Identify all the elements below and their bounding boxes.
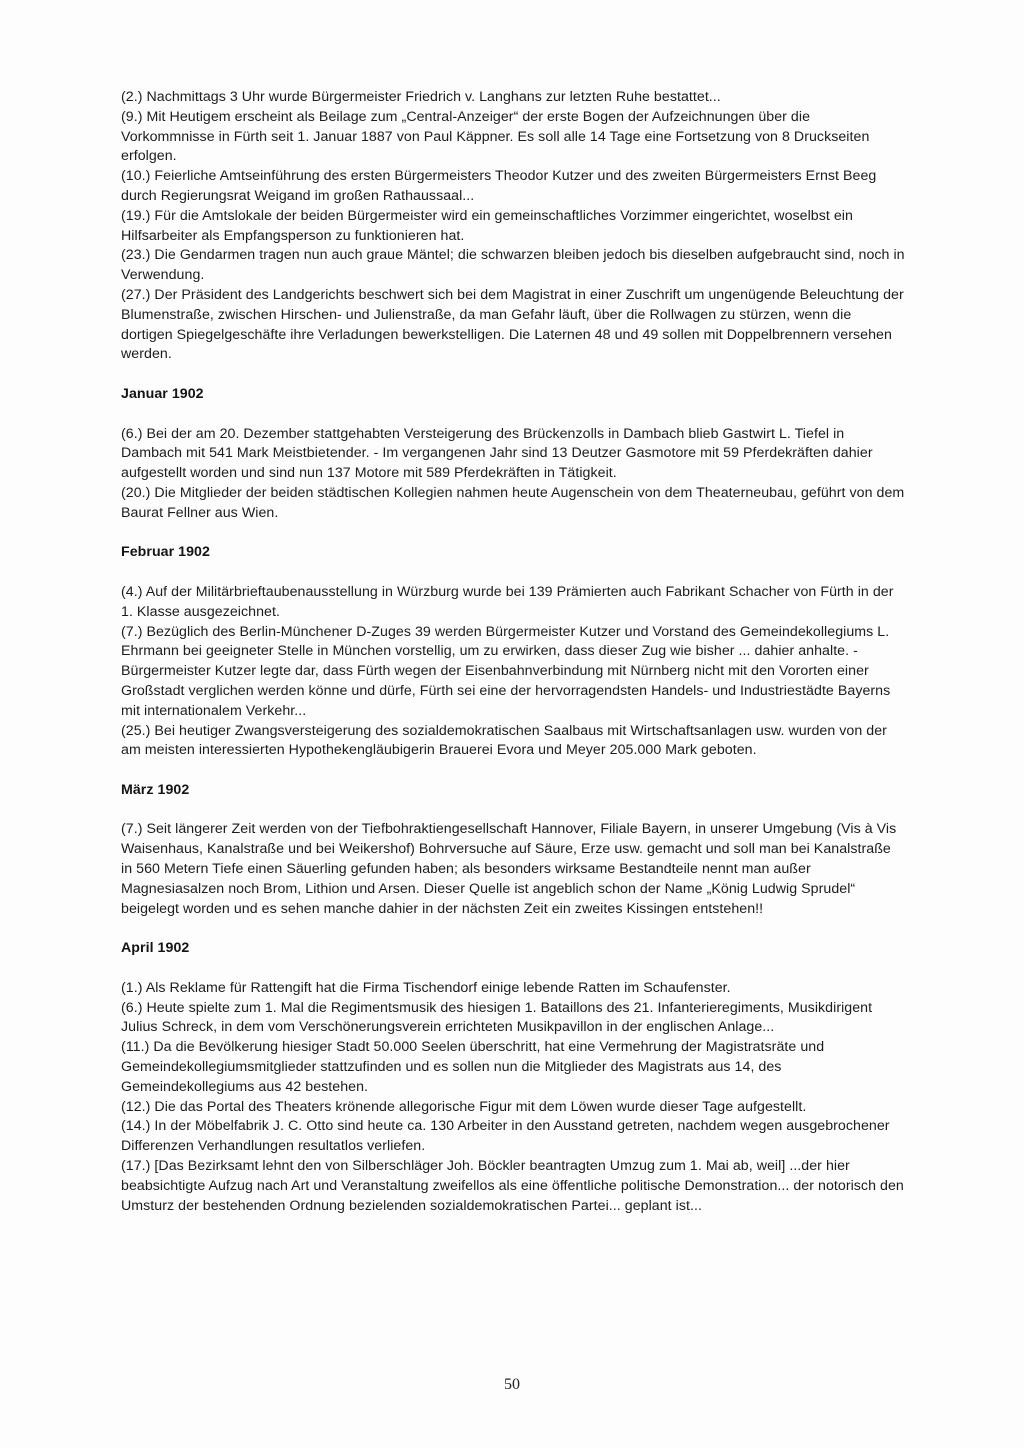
document-section — [121, 781, 905, 920]
document-content — [121, 88, 905, 1216]
paragraph: (14.) In der Möbelfabrik J. C. Otto sind heute ca. 130 Arbeiter in den Ausstand getreten, nachdem wegen ausgebrochener Differenzen Verhandlungen resultatlos verliefen. — [121, 1118, 890, 1155]
paragraph: (9.) Mit Heutigem erscheint als Beilage zum „Central-Anzeiger“ der erste Bogen der Aufzeichnungen über die Vorkommnisse in Fürth seit 1. Januar 1887 von Paul Käppner. Es soll alle 14 Tage eine Fortsetzung von 8 Druckseiten erfolgen. — [121, 108, 870, 165]
paragraph: (19.) Für die Amtslokale der beiden Bürgermeister wird ein gemeinschaftliches Vorzimmer eingerichtet, woselbst ein Hilfsarbeiter als Empfangsperson zu funktionieren hat. — [121, 207, 853, 244]
page-number: 50 — [504, 1376, 520, 1393]
section-heading: Januar 1902 — [121, 385, 204, 402]
paragraph: (6.) Heute spielte zum 1. Mal die Regimentsmusik des hiesigen 1. Bataillons des 21. Infanterieregiments, Musikdirigent Julius Schreck, in dem vom Verschönerungsverein errichteten Musikpavillon in der englischen Anlage... — [121, 999, 873, 1036]
paragraph: (7.) Bezüglich des Berlin-Münchener D-Zuges 39 werden Bürgermeister Kutzer und Vorstand des Gemeindekollegiums L. Ehrmann bei geeigneter Stelle in München vorstellig, um zu erwirken, dass dieser Zug wie bisher ... dahier anhalte. - Bürgermeister Kutzer legte dar, dass Fürth wegen der Eisenbahnverbindung mit Nürnberg nicht mit den Vororten einer Großstadt verglichen werden könne und dürfe, Fürth sei eine der hervorragendsten Handels- und Industriestädte Bayerns mit internationalem Verkehr... — [121, 623, 891, 719]
paragraph: (25.) Bei heutiger Zwangsversteigerung des sozialdemokratischen Saalbaus mit Wirtschaftsanlagen usw. wurden von der am meisten interessierten Hypothekengläubigerin Brauerei Evora und Meyer 205.000 Mark geboten. — [121, 722, 887, 759]
paragraph: (10.) Feierliche Amtseinführung des ersten Bürgermeisters Theodor Kutzer und des zweiten Bürgermeisters Ernst Beeg durch Regierungsrat Weigand im großen Rathaussaal... — [121, 168, 877, 204]
document-section — [121, 543, 905, 761]
paragraph: (12.) Die das Portal des Theaters krönende allegorische Figur mit dem Löwen wurde dieser Tage aufgestellt. — [121, 1098, 807, 1115]
section-heading: März 1902 — [121, 781, 190, 798]
paragraph: (2.) Nachmittags 3 Uhr wurde Bürgermeister Friedrich v. Langhans zur letzten Ruhe bestattet... — [121, 89, 721, 105]
paragraph: (23.) Die Gendarmen tragen nun auch graue Mäntel; die schwarzen bleiben jedoch bis dieselben aufgebraucht sind, noch in Verwendung. — [121, 247, 905, 284]
section-heading: Februar 1902 — [121, 544, 210, 561]
paragraph: (1.) Als Reklame für Rattengift hat die Firma Tischendorf einige lebende Ratten im Schaufenster. — [121, 979, 731, 996]
document-section — [121, 88, 905, 365]
paragraph: (20.) Die Mitglieder der beiden städtischen Kollegien nahmen heute Augenschein von dem Theaterneubau, geführt von dem Baurat Fellner aus Wien. — [121, 484, 905, 521]
paragraph: (27.) Der Präsident des Landgerichts beschwert sich bei dem Magistrat in einer Zuschrift um ungenügende Beleuchtung der Blumenstraße, zwischen Hirschen- und Julienstraße, da man Gefahr läuft, über die Rollwagen zu stürzen, wenn die dortigen Spiegelgeschäfte ihre Verladungen bewerkstelligen. Die Laternen 48 und 49 sollen mit Doppelbrennern versehen werden. — [121, 286, 904, 363]
paragraph: (7.) Seit längerer Zeit werden von der Tiefbohraktiengesellschaft Hannover, Filiale Bayern, in unserer Umgebung (Vis à Vis Waisenhaus, Kanalstraße und bei Weikershof) Bohrversuche auf Säure, Erze usw. gemacht und soll man bei Kanalstraße in 560 Metern Tiefe einen Säuerling gefunden haben; als besonders wirksame Bestandteile nennt man außer Magnesiasalzen noch Brom, Lithion und Arsen. Dieser Quelle ist angeblich schon der Name „König Ludwig Sprudel“ beigelegt worden und es sehen manche dahier in der nächsten Zeit ein zweites Kissingen entstehen!! — [121, 821, 897, 917]
paragraph: (4.) Auf der Militärbrieftaubenausstellung in Würzburg wurde bei 139 Prämierten auch Fabrikant Schacher von Fürth in der 1. Klasse ausgezeichnet. — [121, 583, 894, 620]
paragraph: (6.) Bei der am 20. Dezember stattgehabten Versteigerung des Brückenzolls in Dambach blieb Gastwirt L. Tiefel in Dambach mit 541 Mark Meistbietender. - Im vergangenen Jahr sind 13 Deutzer Gasmotore mit 59 Pferdekräften dahier aufgestellt worden und sind nun 137 Motore mit 589 Pferdekräften in Tätigkeit. — [121, 425, 873, 482]
page-footer — [0, 1376, 1024, 1394]
paragraph: (17.) [Das Bezirksamt lehnt den von Silberschläger Joh. Böckler beantragten Umzug zum 1. Mai ab, weil] ...der hier beabsichtigte Aufzug nach Art und Veranstaltung zweifellos als eine öffentliche politische Demonstration... der notorisch den Umsturz der bestehenden Ordnung bezielenden sozialdemokratischen Partei... geplant ist... — [121, 1158, 904, 1214]
document-section — [121, 939, 905, 1216]
section-heading: April 1902 — [121, 940, 190, 957]
paragraph: (11.) Da die Bevölkerung hiesiger Stadt 50.000 Seelen überschritt, hat eine Vermehrung der Magistratsräte und Gemeindekollegiumsmitglieder stattzufinden und es sollen nun die Mitglieder des Magistrats aus 14, des Gemeindekollegiums aus 42 bestehen. — [121, 1039, 825, 1095]
document-section — [121, 385, 905, 524]
